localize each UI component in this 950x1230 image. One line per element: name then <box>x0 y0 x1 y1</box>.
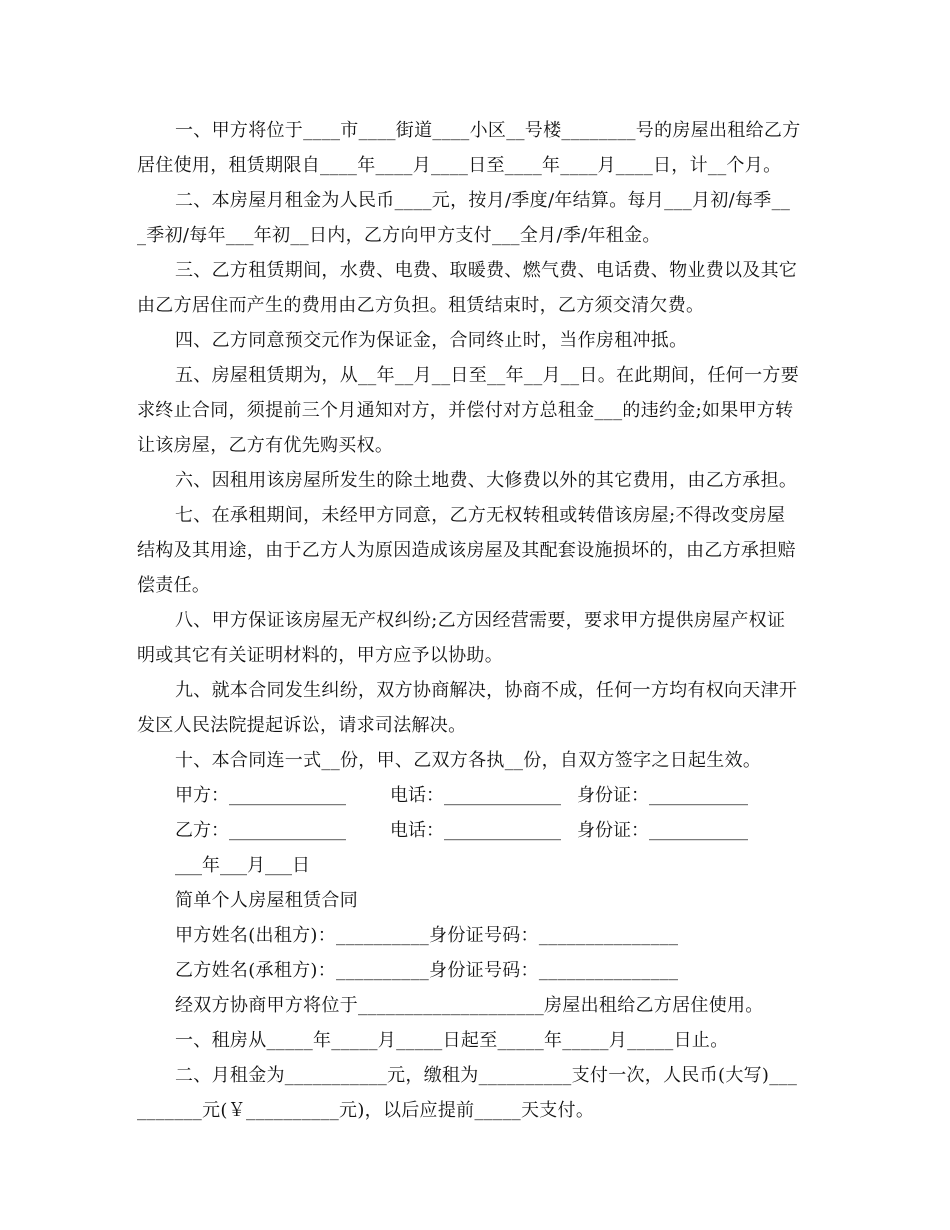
rent-line-1: 二、月租金为___________元，缴租为__________支付一次，人民币(大写)___ <box>175 1065 798 1086</box>
party-b-signature: 乙方：_____________ <box>175 820 346 841</box>
signing-date: ___年___月___日 <box>175 855 310 876</box>
clause-5-line-2: 求终止合同，须提前三个月通知对方，并偿付对方总租金___的违约金;如果甲方转 <box>137 400 794 421</box>
clause-6-line-1: 六、因租用该房屋所发生的除土地费、大修费以外的其它费用，由乙方承担。 <box>175 470 798 491</box>
clause-5-line-3: 让该房屋，乙方有优先购买权。 <box>137 435 394 456</box>
clause-8-line-1: 八、甲方保证该房屋无产权纠纷;乙方因经营需要，要求甲方提供房屋产权证 <box>175 610 786 631</box>
party-a-phone: 电话：_____________ <box>390 785 561 806</box>
second-contract-title: 简单个人房屋租赁合同 <box>175 890 358 911</box>
clause-10-line-1: 十、本合同连一式__份，甲、乙双方各执__份，自双方签字之日起生效。 <box>175 750 762 771</box>
party-a-signature: 甲方：_____________ <box>175 785 346 806</box>
party-b-id: 身份证：___________ <box>577 820 748 841</box>
lessor-line: 甲方姓名(出租方)：__________身份证号码：_______________ <box>175 925 679 946</box>
clause-3-line-1: 三、乙方租赁期间，水费、电费、取暖费、燃气费、电话费、物业费以及其它 <box>175 260 798 281</box>
rent-line-2: _______元(￥__________元)，以后应提前_____天支付。 <box>137 1100 595 1121</box>
clause-1-line-1: 一、甲方将位于____市____街道____小区__号楼________号的房屋出租给乙方 <box>175 120 801 141</box>
clause-2-line-2: _季初/每年___年初__日内，乙方向甲方支付___全月/季/年租金。 <box>137 225 661 246</box>
clause-4-line-1: 四、乙方同意预交元作为保证金，合同终止时，当作房租冲抵。 <box>175 330 688 351</box>
clause-3-line-2: 由乙方居住而产生的费用由乙方负担。租赁结束时，乙方须交清欠费。 <box>137 295 705 316</box>
clause-8-line-2: 明或其它有关证明材料的，甲方应予以协助。 <box>137 645 503 666</box>
clause-5-line-1: 五、房屋租赁期为，从__年__月__日至__年__月__日。在此期间，任何一方要 <box>175 365 799 386</box>
clause-7-line-2: 结构及其用途，由于乙方人为原因造成该房屋及其配套设施损坏的，由乙方承担赔 <box>137 540 796 561</box>
party-a-id: 身份证：___________ <box>577 785 748 806</box>
clause-7-line-3: 偿责任。 <box>137 575 211 596</box>
rental-term-line: 一、租房从_____年_____月_____日起至_____年_____月_____日止。 <box>175 1030 729 1051</box>
party-b-phone: 电话：_____________ <box>390 820 561 841</box>
lessee-line: 乙方姓名(承租方)：__________身份证号码：_______________ <box>175 960 679 981</box>
clause-7-line-1: 七、在承租期间，未经甲方同意，乙方无权转租或转借该房屋;不得改变房屋 <box>175 505 786 526</box>
clause-1-line-2: 居住使用，租赁期限自____年____月____日至____年____月____日，计__个月。 <box>137 155 782 176</box>
clause-9-line-2: 发区人民法院提起诉讼，请求司法解决。 <box>137 715 467 736</box>
clause-2-line-1: 二、本房屋月租金为人民币____元，按月/季度/年结算。每月___月初/每季__ <box>175 190 791 211</box>
clause-9-line-1: 九、就本合同发生纠纷，双方协商解决，协商不成，任何一方均有权向天津开 <box>175 680 798 701</box>
agreement-line: 经双方协商甲方将位于____________________房屋出租给乙方居住使用。 <box>175 995 764 1016</box>
